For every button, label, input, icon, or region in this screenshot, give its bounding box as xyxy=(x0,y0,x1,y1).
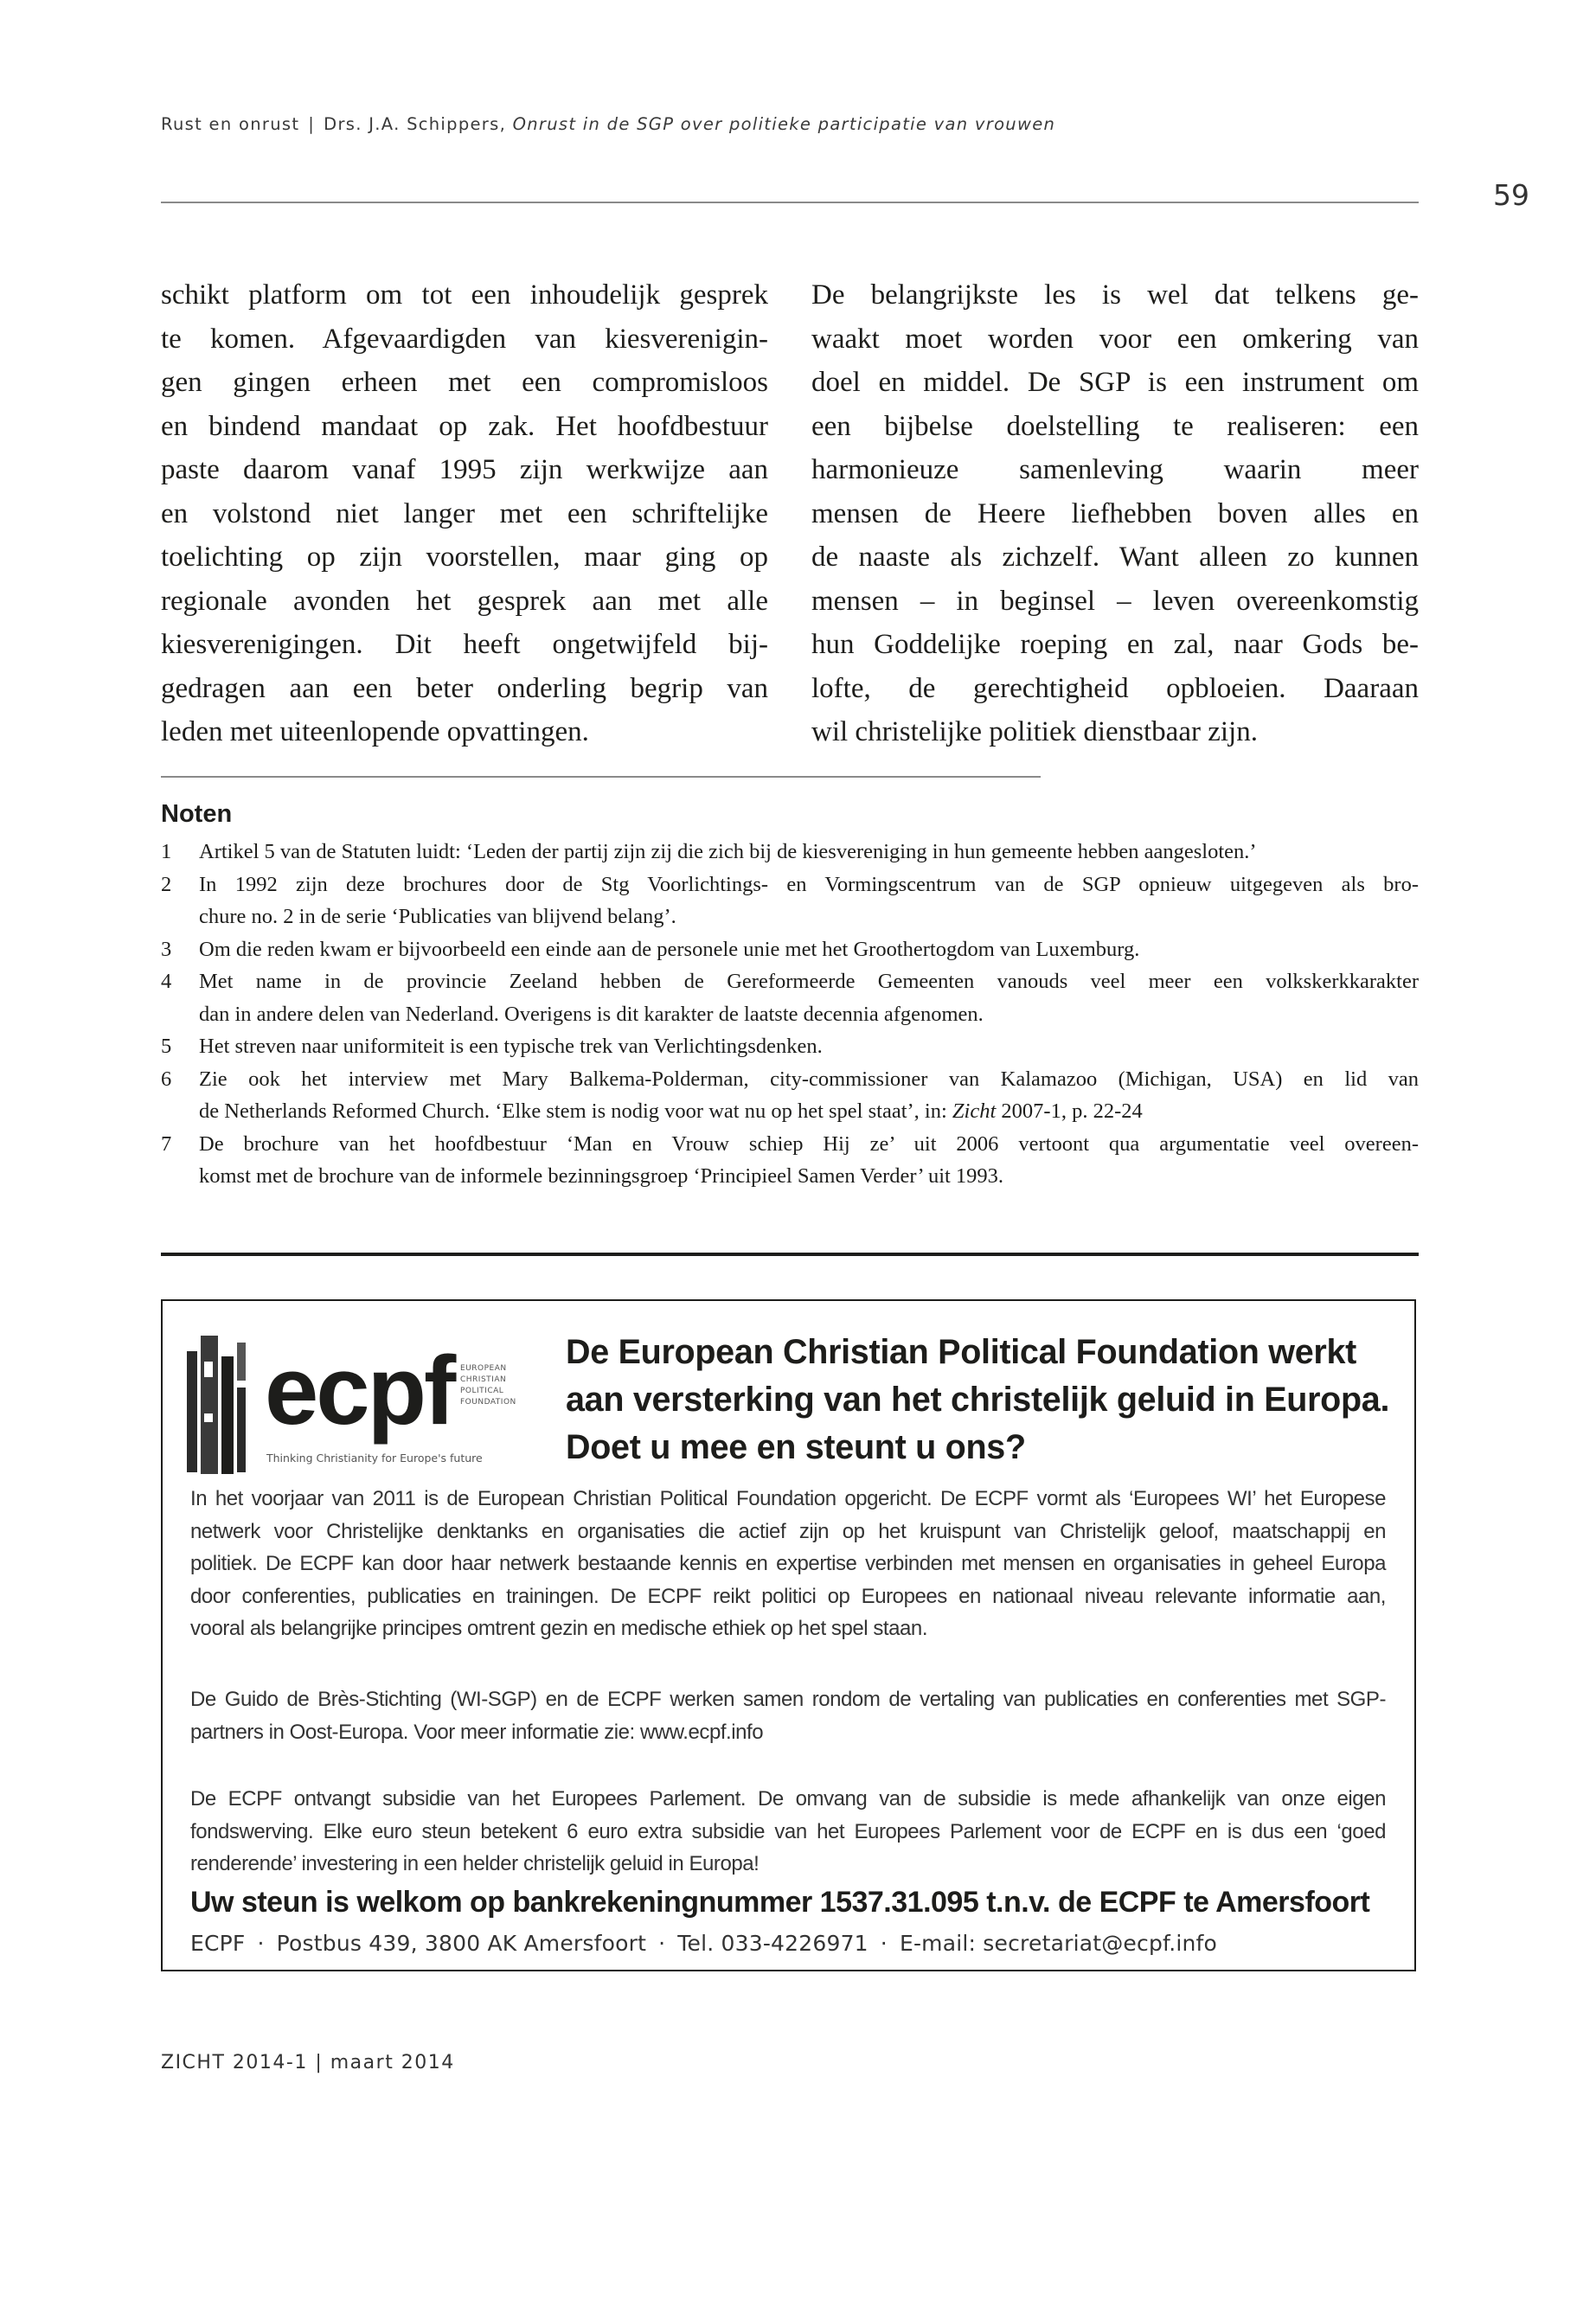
ad-line: politiek. De ECPF kan door haar netwerk bestaande kennis en expertise verbinden met mensen en organisaties in geheel Europa xyxy=(190,1552,1386,1575)
body-line: regionale avonden het gesprek aan met alle xyxy=(161,585,768,617)
body-line: toelichting op zijn voorstellen, maar ging op xyxy=(161,542,768,573)
ad-line: De Guido de Brès-Stichting (WI-SGP) en de ECPF werken samen rondom de vertaling van publicaties en conferenties met SGP- xyxy=(190,1688,1386,1711)
body-line: leden met uiteenlopende opvattingen. xyxy=(161,716,589,747)
logo-org-name xyxy=(460,1363,516,1408)
note-line: dan in andere delen van Nederland. Overigens is dit karakter de laatste decennia afgenomen. xyxy=(199,1002,984,1026)
note-4 xyxy=(161,965,1419,1030)
body-line: en bindend mandaat op zak. Het hoofdbestuur xyxy=(161,410,768,442)
page-footer xyxy=(161,2052,455,2073)
article-title: Onrust in de SGP over politieke participatie van vrouwen xyxy=(512,114,1056,134)
ad-paragraph-1 xyxy=(190,1483,1386,1645)
body-column-right xyxy=(811,273,1419,754)
note-line: In 1992 zijn deze brochures door de Stg Voorlichtings- en Vormingscentrum van de SGP opnieuw uitgegeven als bro- xyxy=(199,872,1419,896)
note-line: Het streven naar uniformiteit is een typische trek van Verlichtingsdenken. xyxy=(199,1035,823,1058)
note-3 xyxy=(161,933,1419,966)
footer-date: maart 2014 xyxy=(330,2052,455,2073)
body-line: gen gingen erheen met een compromisloos xyxy=(161,367,768,398)
note-line: De brochure van het hoofdbestuur ‘Man en Vrouw schiep Hij ze’ uit 2006 vertoont qua argumentatie veel overeen- xyxy=(199,1131,1419,1156)
section-name: Rust en onrust xyxy=(161,114,300,134)
ad-line: In het voorjaar van 2011 is de European Christian Political Foundation opgericht. De ECPF vormt als ‘Europees WI’ het Europese xyxy=(190,1487,1386,1510)
body-line: te komen. Afgevaardigden van kiesverenigin- xyxy=(161,323,768,355)
ad-line: fondswerving. Elke euro steun betekent 6 euro extra subsidie van het Europees Parlement voor de ECPF en is dus een ‘goed xyxy=(190,1819,1386,1843)
logo-bars-icon xyxy=(187,1336,256,1474)
note-1 xyxy=(161,836,1419,868)
ad-line: partners in Oost-Europa. Voor meer informatie zie: www.ecpf.info xyxy=(190,1720,764,1744)
ad-contact-line xyxy=(190,1931,1217,1956)
author-name: Drs. J.A. Schippers, xyxy=(324,114,507,134)
note-7 xyxy=(161,1128,1419,1193)
note-text: de Netherlands Reformed Church. ‘Elke stem is nodig voor wat nu op het spel staat’, in: xyxy=(199,1099,952,1123)
note-line: Met name in de provincie Zeeland hebben de Gereformeerde Gemeenten vanouds veel meer een volkskerkkarakter xyxy=(199,970,1419,993)
notes-rule xyxy=(161,776,1041,778)
logo-org-line: EUROPEAN xyxy=(460,1364,507,1373)
note-number: 7 xyxy=(161,1131,172,1156)
body-line: wil christelijke politiek dienstbaar zijn. xyxy=(811,716,1258,747)
running-head xyxy=(161,114,1055,134)
note-number: 1 xyxy=(161,840,172,863)
page-number: 59 xyxy=(1493,178,1529,212)
note-line: Om die reden kwam er bijvoorbeeld een einde aan de personele unie met het Groothertogdom van Luxemburg. xyxy=(199,937,1140,961)
body-line: schikt platform om tot een inhoudelijk gesprek xyxy=(161,279,768,311)
note-line: chure no. 2 in de serie ‘Publicaties van blijvend belang’. xyxy=(199,905,676,928)
ad-headline-line: Doet u mee en steunt u ons? xyxy=(566,1428,1026,1466)
logo-org-line: POLITICAL xyxy=(460,1387,504,1395)
body-line: een bijbelse doelstelling te realiseren: een xyxy=(811,410,1419,442)
body-line: waakt moet worden voor een omkering van xyxy=(811,323,1419,355)
body-line: De belangrijkste les is wel dat telkens ge- xyxy=(811,279,1419,311)
body-line: paste daarom vanaf 1995 zijn werkwijze aan xyxy=(161,454,768,485)
note-number: 2 xyxy=(161,872,172,896)
note-2 xyxy=(161,868,1419,933)
ad-line: renderende’ investering in een helder christelijk geluid in Europa! xyxy=(190,1852,760,1875)
footer-separator: | xyxy=(315,2052,324,2073)
note-text: 2007-1, p. 22-24 xyxy=(996,1099,1143,1123)
body-line: en volstond niet langer met een schriftelijke xyxy=(161,497,768,529)
note-number: 4 xyxy=(161,970,172,993)
note-line xyxy=(199,1095,1419,1128)
body-line: harmonieuze samenleving waarin meer xyxy=(811,454,1419,485)
logo-org-line: CHRISTIAN xyxy=(460,1375,507,1384)
header-separator: | xyxy=(308,114,316,134)
body-line: kiesverenigingen. Dit heeft ongetwijfeld bij- xyxy=(161,629,768,660)
footer-issue: ZICHT 2014-1 xyxy=(161,2052,308,2073)
header-rule xyxy=(161,202,1419,203)
note-number: 3 xyxy=(161,937,172,961)
contact-phone: Tel. 033-4226971 xyxy=(677,1931,869,1956)
ad-line: De ECPF ontvangt subsidie van het Europees Parlement. De omvang van de subsidie is mede afhankelijk van onze eigen xyxy=(190,1787,1386,1811)
body-line: de naaste als zichzelf. Want alleen zo kunnen xyxy=(811,542,1419,573)
note-number: 5 xyxy=(161,1035,172,1058)
note-line: komst met de brochure van de informele bezinningsgroep ‘Principieel Samen Verder’ uit 1993. xyxy=(199,1164,1004,1188)
ad-line: door conferenties, publicaties en trainingen. De ECPF reikt politici op Europees en nationaal niveau relevante informatie aan, xyxy=(190,1584,1386,1608)
body-line: lofte, de gerechtigheid opbloeien. Daaraan xyxy=(811,672,1419,704)
note-5 xyxy=(161,1030,1419,1063)
journal-title: Zicht xyxy=(952,1099,997,1123)
ecpf-advertisement xyxy=(161,1299,1416,1971)
notes-title: Noten xyxy=(161,800,233,828)
logo-wordmark: ecpf xyxy=(265,1336,454,1445)
ecpf-logo xyxy=(187,1336,550,1474)
advertisement-rule xyxy=(161,1253,1419,1256)
bank-account-call-to-action: Uw steun is welkom op bankrekeningnummer 1537.31.095 t.n.v. de ECPF te Amersfoort xyxy=(190,1886,1370,1919)
contact-address: Postbus 439, 3800 AK Amersfoort xyxy=(276,1931,647,1956)
contact-org: ECPF xyxy=(190,1931,246,1956)
ad-headline-line: De European Christian Political Foundation werkt xyxy=(566,1333,1356,1371)
contact-separator: · xyxy=(257,1931,265,1956)
logo-org-line: FOUNDATION xyxy=(460,1398,516,1407)
note-line: Zie ook het interview met Mary Balkema-Polderman, city-commissioner van Kalamazoo (Michigan, USA) en lid van xyxy=(199,1067,1419,1091)
ad-paragraph-3 xyxy=(190,1783,1386,1881)
note-line: Artikel 5 van de Statuten luidt: ‘Leden der partij zijn zij die zich bij de kiesvereniging in hun gemeente hebben aangesloten.’ xyxy=(199,840,1257,863)
ad-line: vooral als belangrijke principes omtrent gezin en medische ethiek op het spel staan. xyxy=(190,1617,928,1640)
ad-headline xyxy=(566,1329,1389,1471)
body-column-left xyxy=(161,273,768,754)
body-line: mensen – in beginsel – leven overeenkomstig xyxy=(811,585,1419,617)
contact-email: E-mail: secretariat@ecpf.info xyxy=(899,1931,1218,1956)
logo-tagline: Thinking Christianity for Europe's future xyxy=(266,1452,483,1465)
ad-paragraph-2 xyxy=(190,1683,1386,1748)
note-6 xyxy=(161,1063,1419,1128)
body-line: hun Goddelijke roeping en zal, naar Gods be- xyxy=(811,629,1419,660)
body-line: gedragen aan een beter onderling begrip van xyxy=(161,672,768,704)
ad-headline-line: aan versterking van het christelijk geluid in Europa. xyxy=(566,1381,1390,1419)
ad-line: netwerk voor Christelijke denktanks en organisaties die actief zijn op het kruispunt van Christelijk geloof, maatschappij en xyxy=(190,1519,1386,1543)
note-number: 6 xyxy=(161,1067,172,1091)
body-line: mensen de Heere liefhebben boven alles en xyxy=(811,497,1419,529)
notes-list xyxy=(161,836,1419,1193)
body-line: doel en middel. De SGP is een instrument om xyxy=(811,367,1419,398)
contact-separator: · xyxy=(880,1931,888,1956)
contact-separator: · xyxy=(658,1931,666,1956)
